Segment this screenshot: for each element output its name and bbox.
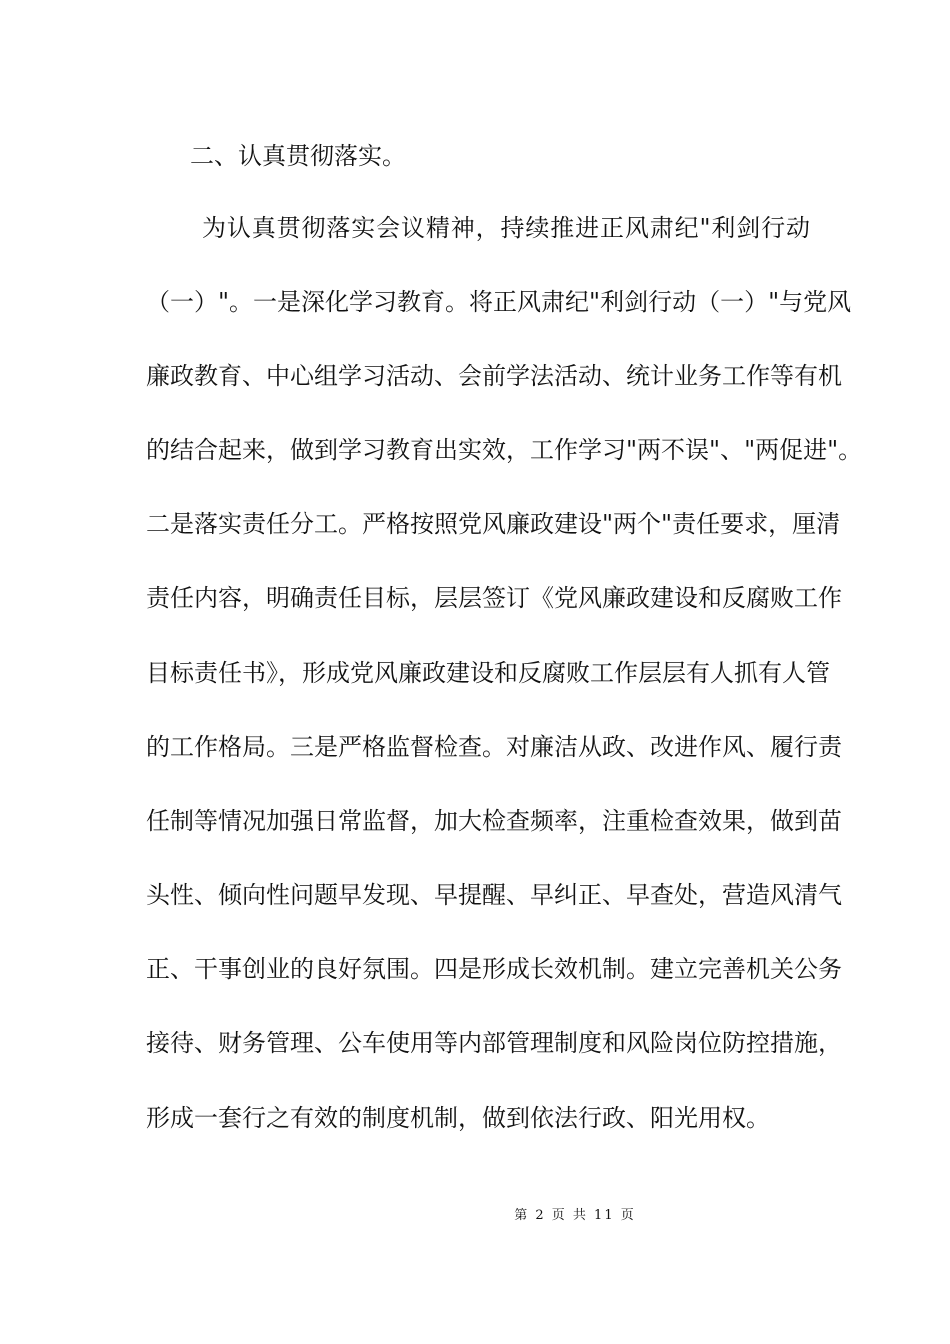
paragraph-line-4: 的结合起来，做到学习教育出实效，工作学习"两不误"、"两促进"。 — [146, 436, 863, 464]
paragraph-line-11: 正、干事创业的良好氛围。四是形成长效机制。建立完善机关公务 — [146, 955, 842, 983]
paragraph-line-2: （一）"。一是深化学习教育。将正风肃纪"利剑行动（一）"与党风 — [146, 288, 852, 316]
paragraph-line-3: 廉政教育、中心组学习活动、会前学法活动、统计业务工作等有机 — [146, 362, 842, 390]
section-heading: 二、认真贯彻落实。 — [190, 142, 406, 170]
paragraph-line-8: 的工作格局。三是严格监督检查。对廉洁从政、改进作风、履行责 — [146, 733, 842, 761]
page-number-footer: 第 2 页 共 11 页 — [514, 1208, 636, 1223]
paragraph-line-5: 二是落实责任分工。严格按照党风廉政建设"两个"责任要求，厘清 — [146, 510, 841, 538]
paragraph-line-13: 形成一套行之有效的制度机制，做到依法行政、阳光用权。 — [146, 1104, 770, 1132]
paragraph-line-12: 接待、财务管理、公车使用等内部管理制度和风险岗位防控措施， — [146, 1029, 842, 1057]
paragraph-line-9: 任制等情况加强日常监督，加大检查频率，注重检查效果，做到苗 — [146, 807, 842, 835]
paragraph-line-6: 责任内容，明确责任目标，层层签订《党风廉政建设和反腐败工作 — [146, 584, 842, 612]
paragraph-line-1: 为认真贯彻落实会议精神，持续推进正风肃纪"利剑行动 — [202, 214, 810, 242]
paragraph-line-7: 目标责任书》，形成党风廉政建设和反腐败工作层层有人抓有人管 — [146, 659, 830, 687]
paragraph-line-10: 头性、倾向性问题早发现、早提醒、早纠正、早查处，营造风清气 — [146, 881, 842, 909]
